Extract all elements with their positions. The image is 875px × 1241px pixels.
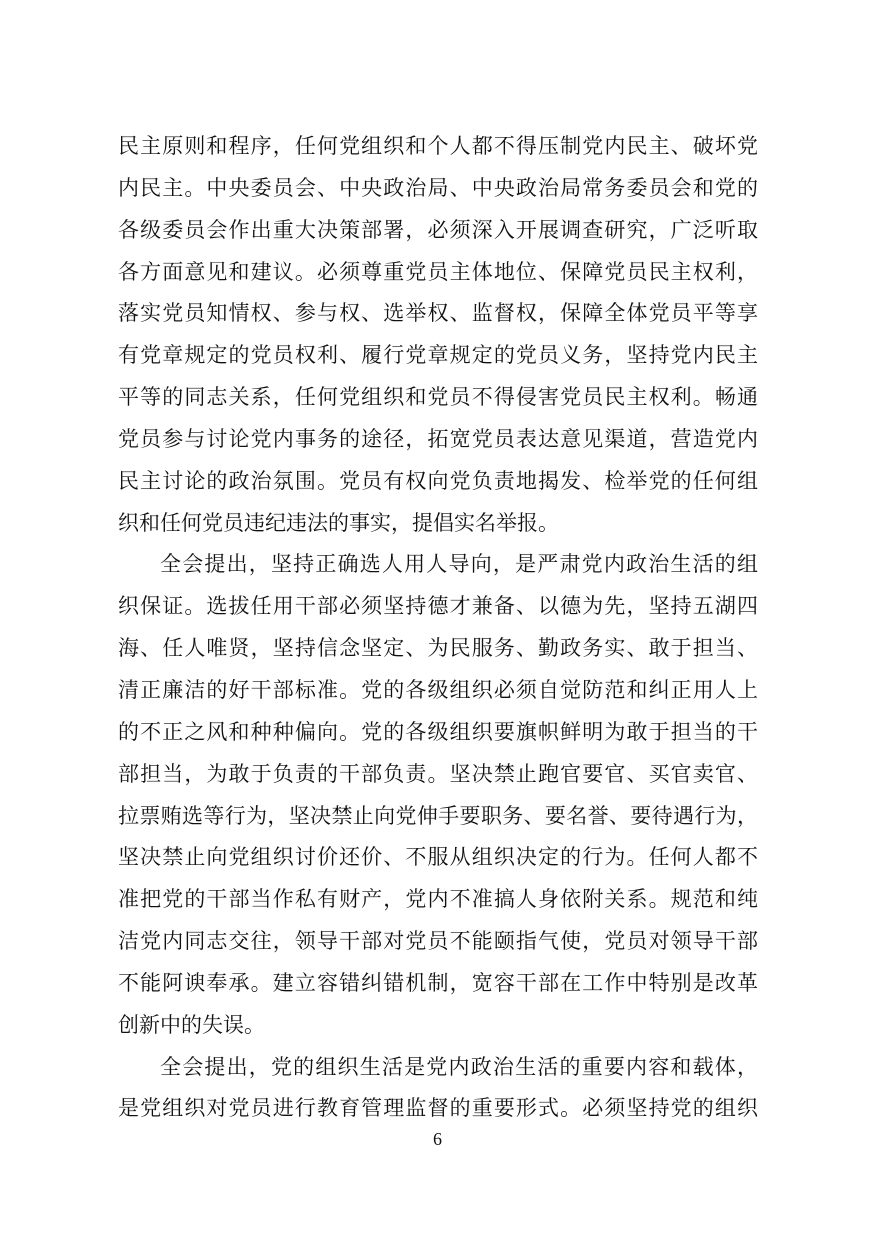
text-line: 落实党员知情权、参与权、选举权、监督权，保障全体党员平等享 xyxy=(118,301,758,326)
text-line: 拉票贿选等行为，坚决禁止向党伸手要职务、要名誉、要待遇行为， xyxy=(118,803,758,828)
text-line: 平等的同志关系，任何党组织和党员不得侵害党员民主权利。畅通 xyxy=(118,385,758,410)
text-line: 各级委员会作出重大决策部署，必须深入开展调查研究，广泛听取 xyxy=(118,217,758,242)
text-line: 各方面意见和建议。必须尊重党员主体地位、保障党员民主权利， xyxy=(118,259,758,284)
text-line: 创新中的失误。 xyxy=(118,1012,265,1037)
text-line: 部担当，为敢于负责的干部负责。坚决禁止跑官要官、买官卖官、 xyxy=(118,761,758,786)
text-line: 有党章规定的党员权利、履行党章规定的党员义务，坚持党内民主 xyxy=(118,343,758,368)
text-line: 海、任人唯贤，坚持信念坚定、为民服务、勤政务实、敢于担当、 xyxy=(118,636,758,661)
text-line: 内民主。中央委员会、中央政治局、中央政治局常务委员会和党的 xyxy=(118,175,758,200)
text-line: 准把党的干部当作私有财产，党内不准搞人身依附关系。规范和纯 xyxy=(118,887,758,912)
paragraph-first-line: 全会提出，党的组织生活是党内政治生活的重要内容和载体， xyxy=(160,1054,758,1079)
text-line: 是党组织对党员进行教育管理监督的重要形式。必须坚持党的组织 xyxy=(118,1096,758,1121)
text-line: 洁党内同志交往，领导干部对党员不能颐指气使，党员对领导干部 xyxy=(118,929,758,954)
text-line: 织和任何党员违纪违法的事实，提倡实名举报。 xyxy=(118,510,559,535)
text-line: 党员参与讨论党内事务的途径，拓宽党员表达意见渠道，营造党内 xyxy=(118,426,758,451)
text-line: 民主原则和程序，任何党组织和个人都不得压制党内民主、破坏党 xyxy=(118,134,758,158)
text-line: 不能阿谀奉承。建立容错纠错机制，宽容干部在工作中特别是改革 xyxy=(118,970,758,995)
body-text xyxy=(118,126,758,1130)
text-line: 坚决禁止向党组织讨价还价、不服从组织决定的行为。任何人都不 xyxy=(118,845,758,870)
text-line: 的不正之风和种种偏向。党的各级组织要旗帜鲜明为敢于担当的干 xyxy=(118,719,758,744)
text-line: 织保证。选拔任用干部必须坚持德才兼备、以德为先，坚持五湖四 xyxy=(118,594,758,619)
paragraph-first-line: 全会提出，坚持正确选人用人导向，是严肃党内政治生活的组 xyxy=(160,552,758,577)
page-number: 6 xyxy=(433,1129,442,1149)
text-line: 民主讨论的政治氛围。党员有权向党负责地揭发、检举党的任何组 xyxy=(118,468,758,493)
text-line: 清正廉洁的好干部标准。党的各级组织必须自觉防范和纠正用人上 xyxy=(118,677,758,702)
